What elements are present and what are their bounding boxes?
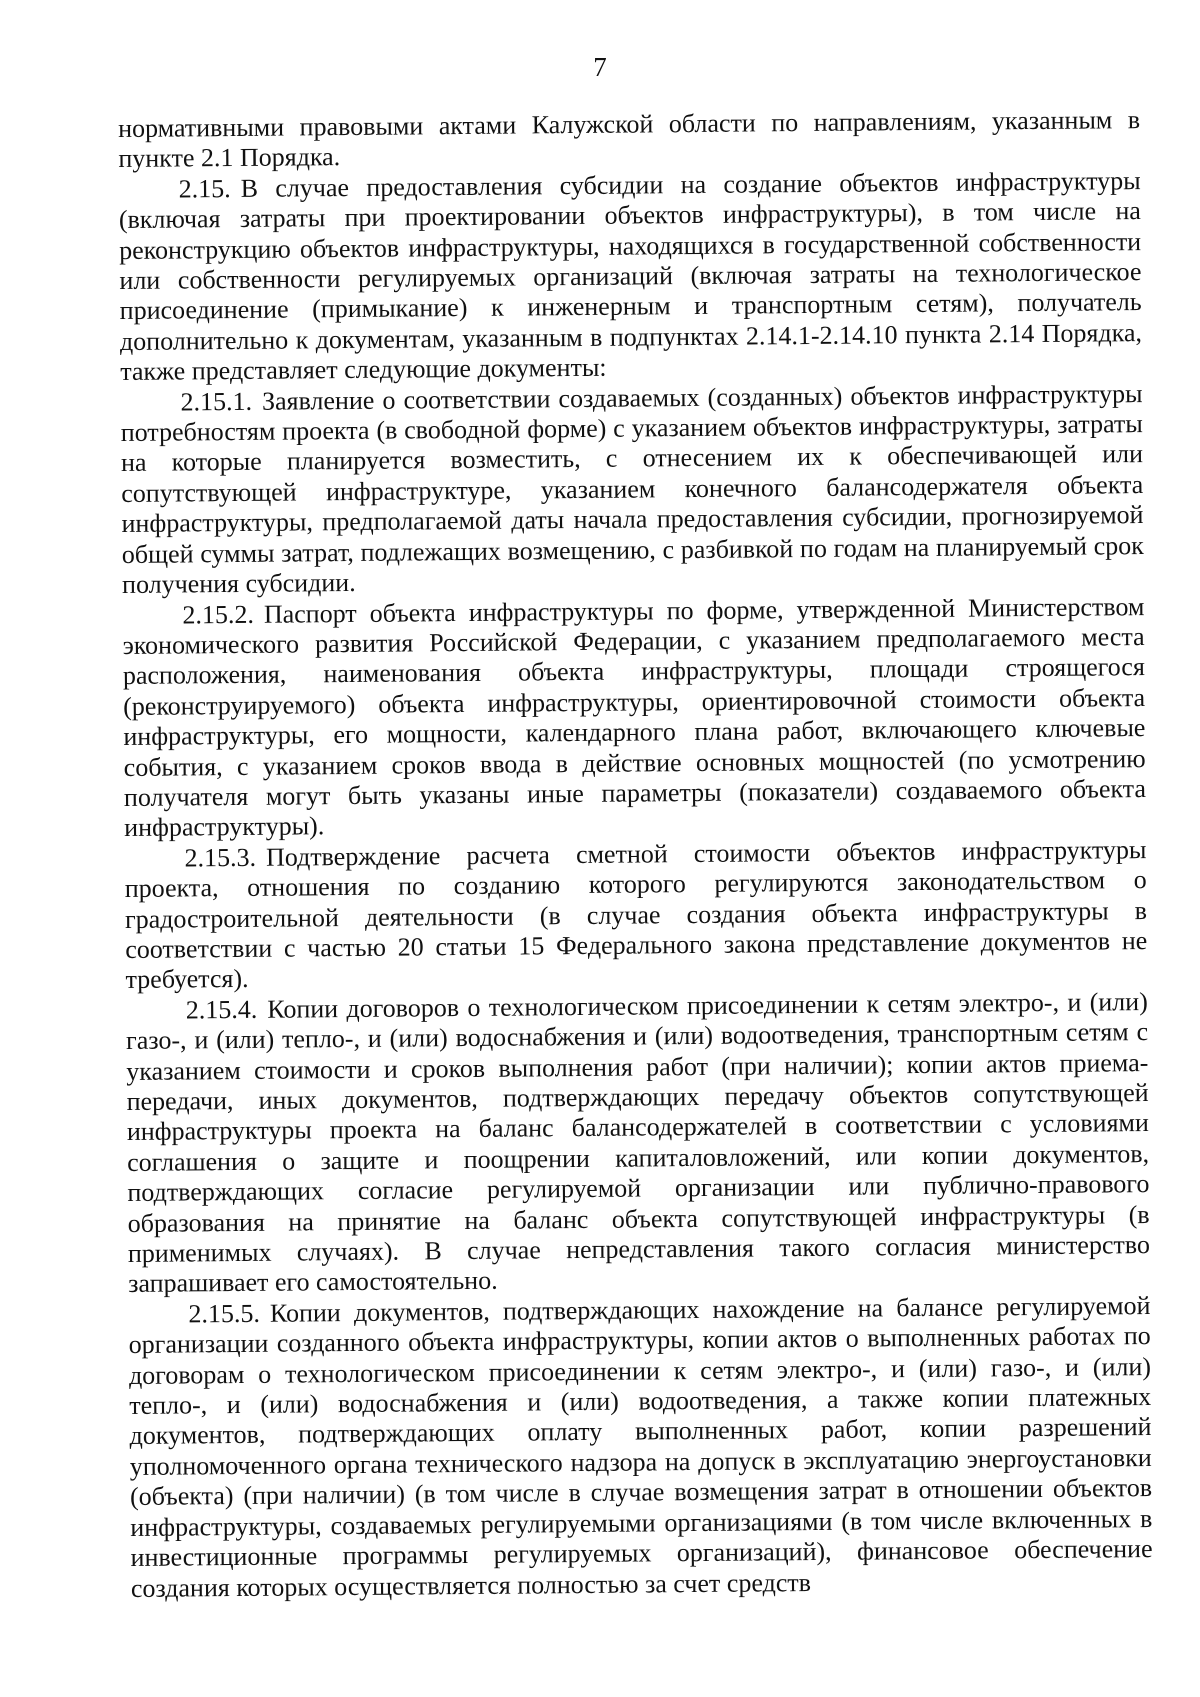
paragraph-2-15-2	[122, 592, 1146, 844]
paragraph-text: Копии договоров о технологическом присоединении к сетям электро-, и (или) газо-, и (или) тепло-, и (или) водоснабжения и (или) водоотведения, транспортным сетям с указанием стоимости и сроков выполнения работ (при наличии); копии актов приема-передачи, иных документов, подтверждающих передачу объектов сопутствующей инфраструктуры проекта на баланс балансодержателей в соответствии с условиями соглашения о защите и поощрении капиталовложений, или копии документов, подтверждающих согласие регулируемой организации или публично-правового образования на принятие на баланс объекта сопутствующей инфраструктуры (в применимых случаях). В случае непредставления такого согласия министерство запрашивает его самостоятельно.	[125, 986, 1151, 1299]
paragraph-text: Заявление о соответствии создаваемых (созданных) объектов инфраструктуры потребностям проекта (в свободной форме) с указанием объектов инфраструктуры, затраты на которые планируется возместить, с отнесением их к обеспечивающей или сопутствующей инфраструктуре, указанием конечного балансодержателя объекта инфраструктуры, предполагаемой даты начала предоставления субсидии, прогнозируемой общей суммы затрат, подлежащих возмещению, с разбивкой по годам на планируемый срок получения субсидии.	[120, 378, 1144, 600]
paragraph-continuation	[118, 105, 1140, 175]
paragraph-2-15	[119, 166, 1143, 388]
paragraph-2-15-5	[128, 1291, 1153, 1604]
paragraph-text: В случае предоставления субсидии на создание объектов инфраструктуры (включая затраты при проектировании объектов инфраструктуры), в том числе на реконструкцию объектов инфраструктуры, находящихся в государственной собственности или собственности регулируемых организаций (включая затраты на технологическое присоединение (примыкание) к инженерным и транспортным сетям), получатель дополнительно к документам, указанным в подпунктах 2.14.1-2.14.10 пункта 2.14 Порядка, также представляет следующие документы:	[118, 165, 1143, 387]
paragraph-number: 2.15.1.	[180, 386, 253, 417]
paragraph-number: 2.15.2.	[182, 599, 254, 629]
paragraph-number: 2.15.4.	[185, 994, 258, 1025]
paragraph-2-15-1	[120, 379, 1144, 601]
paragraph-number: 2.15.	[178, 173, 231, 204]
document-body	[118, 105, 1153, 1604]
paragraph-text: Подтверждение расчета сметной стоимости объектов инфраструктуры проекта, отношения по созданию которого регулируются законодательством о градостроительной деятельности (в случае создания объекта инфраструктуры в соответствии с частью 20 статьи 15 Федерального закона представление документов не требуется).	[124, 834, 1148, 995]
paragraph-text: Паспорт объекта инфраструктуры по форме, утвержденной Министерством экономического развития Российской Федерации, с указанием предполагаемого места расположения, наименования объекта инфраструктуры, площади строящегося (реконструируемого) объекта инфраструктуры, ориентировочной стоимости объекта инфраструктуры, его мощности, календарного плана работ, включающего ключевые события, с указанием сроков ввода в действие основных мощностей (по усмотрению получателя могут быть указаны иные параметры (показатели) создаваемого объекта инфраструктуры).	[122, 591, 1147, 843]
paragraph-number: 2.15.5.	[188, 1298, 261, 1329]
paragraph-2-15-3	[124, 835, 1147, 996]
paragraph-text: Копии документов, подтверждающих нахождение на балансе регулируемой организации созданного объекта инфраструктуры, копии актов о выполненных работах по договорам о технологическом присоединении к сетям электро-, и (или) газо-, и (или) тепло-, и (или) водоснабжения и (или) водоотведения, а также копии платежных документов, подтверждающих оплату выполненных работ, копии разрешений уполномоченного органа технического надзора на допуск в эксплуатацию энергоустановки (объекта) (при наличии) (в том числе в случае возмещения затрат в отношении объектов инфраструктуры, создаваемых регулируемыми организациями (в том числе включенных в инвестиционные программы регулируемых организаций), финансовое обеспечение создания которых осуществляется полностью за счет средств	[128, 1290, 1153, 1603]
paragraph-text: нормативными правовыми актами Калужской области по направлениям, указанным в пункте 2.1 Порядка.	[118, 105, 1141, 174]
paragraph-2-15-4	[126, 987, 1151, 1300]
paragraph-number: 2.15.3.	[184, 842, 257, 873]
page-number: 7	[593, 52, 607, 82]
